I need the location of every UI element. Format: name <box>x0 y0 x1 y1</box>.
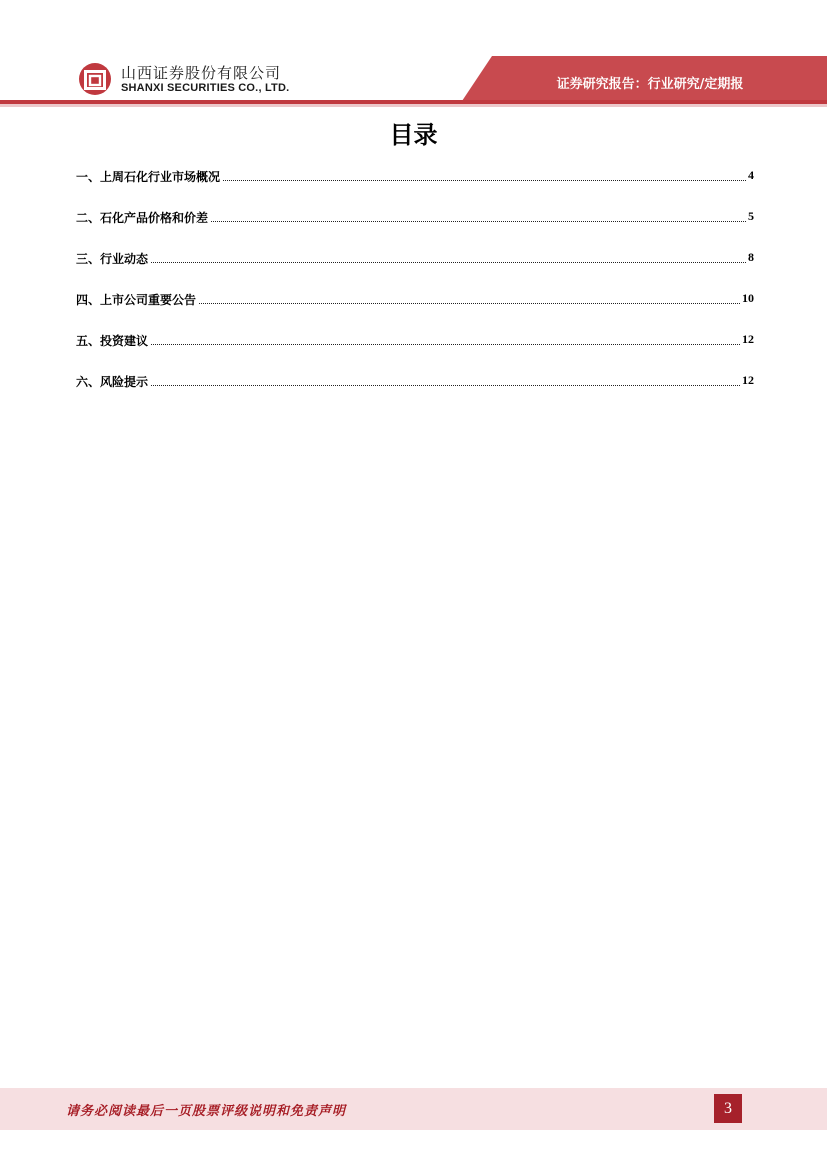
toc-entry[interactable] <box>76 373 754 414</box>
company-logo-icon <box>78 62 112 96</box>
toc-entry[interactable] <box>76 332 754 373</box>
toc-leader-dots <box>151 373 740 386</box>
table-of-contents <box>76 168 754 414</box>
page-footer <box>0 1088 827 1130</box>
toc-entry[interactable] <box>76 209 754 250</box>
toc-entry-page: 12 <box>742 332 754 346</box>
toc-entry[interactable] <box>76 168 754 209</box>
toc-entry[interactable] <box>76 250 754 291</box>
toc-entry-label: 一、上周石化行业市场概况 <box>76 170 221 184</box>
page-header <box>0 0 827 110</box>
toc-entry-page: 10 <box>742 291 754 305</box>
toc-leader-dots <box>211 209 746 222</box>
company-name-en: SHANXI SECURITIES CO., LTD. <box>121 82 290 94</box>
report-type-label: 证券研究报告：行业研究/定期报 <box>556 77 744 92</box>
page-number: 3 <box>714 1094 742 1123</box>
toc-entry-label: 六、风险提示 <box>76 375 149 389</box>
toc-title: 目录 <box>389 121 438 149</box>
toc-entry-label: 五、投资建议 <box>76 334 149 348</box>
footer-disclaimer: 请务必阅读最后一页股票评级说明和免责声明 <box>66 1104 347 1119</box>
toc-entry-label: 二、石化产品价格和价差 <box>76 211 209 225</box>
toc-entry-label: 四、上市公司重要公告 <box>76 293 197 307</box>
toc-entry-page: 8 <box>748 250 754 264</box>
toc-entry-page: 5 <box>748 209 754 223</box>
company-name-cn: 山西证券股份有限公司 <box>121 64 282 82</box>
toc-leader-dots <box>151 250 746 263</box>
toc-entry[interactable] <box>76 291 754 332</box>
toc-leader-dots <box>223 168 746 181</box>
toc-entry-page: 4 <box>748 168 754 182</box>
toc-entry-page: 12 <box>742 373 754 387</box>
toc-leader-dots <box>199 291 740 304</box>
toc-entry-label: 三、行业动态 <box>76 252 149 266</box>
toc-leader-dots <box>151 332 740 345</box>
